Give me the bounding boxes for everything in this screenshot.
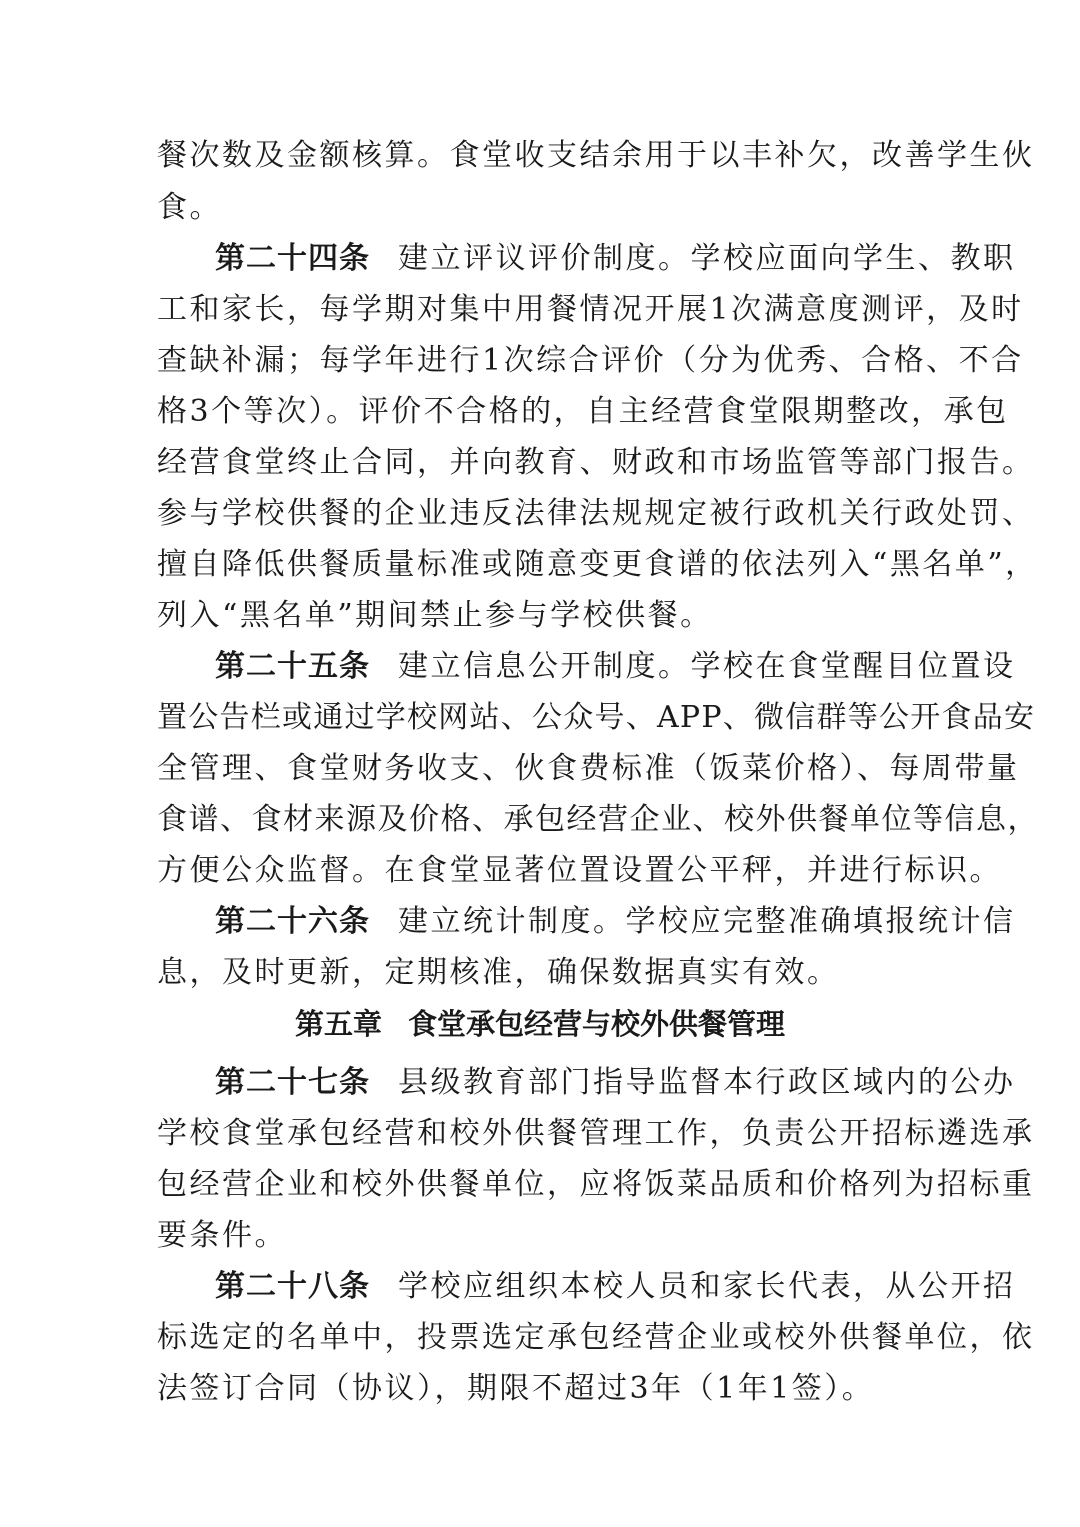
body-line: 要条件。 [157,1218,287,1253]
body-line: 列入“黑名单”期间禁止参与学校供餐。 [157,598,713,633]
body-line: 擅自降低供餐质量标准或随意变更食谱的依法列入“黑名单”， [157,547,1038,582]
body-text: 县级教育部门指导监督本行政区域内的公办 [398,1065,1016,1100]
chapter-number: 第五章 [294,1007,382,1041]
body-line: 参与学校供餐的企业违反法律法规规定被行政机关行政处罚、 [157,496,1035,531]
article-27-first-line [215,1058,1015,1108]
body-text: 建立评议评价制度。学校应面向学生、教职 [398,241,1016,276]
chapter-heading [0,999,1080,1049]
article-number: 第二十七条 [215,1065,370,1100]
body-line: 工和家长，每学期对集中用餐情况开展1次满意度测评，及时 [157,292,1024,327]
body-line: 格3个等次）。评价不合格的，自主经营食堂限期整改，承包 [157,394,1009,429]
body-line: 标选定的名单中，投票选定承包经营企业或校外供餐单位，依 [157,1320,1035,1355]
body-line: 置公告栏或通过学校网站、公众号、APP、微信群等公开食品安 [157,700,1036,735]
body-text: 建立信息公开制度。学校在食堂醒目位置设 [398,649,1016,684]
body-line: 息，及时更新，定期核准，确保数据真实有效。 [157,955,840,990]
article-number: 第二十六条 [215,904,370,939]
chapter-title: 食堂承包经营与校外供餐管理 [408,1007,786,1041]
body-line: 经营食堂终止合同，并向教育、财政和市场监管等部门报告。 [157,445,1035,480]
body-line: 法签订合同（协议），期限不超过3年（1年1签）。 [157,1371,875,1406]
body-line: 食谱、食材来源及价格、承包经营企业、校外供餐单位等信息， [157,802,1039,837]
body-line: 查缺补漏；每学年进行1次综合评价（分为优秀、合格、不合 [157,343,1024,378]
body-text: 建立统计制度。学校应完整准确填报统计信 [398,904,1016,939]
article-number: 第二十八条 [215,1269,370,1304]
body-line: 食。 [157,190,222,225]
article-28-first-line [215,1262,1015,1312]
body-line: 方便公众监督。在食堂显著位置设置公平秤，并进行标识。 [157,853,1002,888]
article-number: 第二十五条 [215,649,370,684]
article-25-first-line [215,642,1015,692]
body-text: 学校应组织本校人员和家长代表，从公开招 [398,1269,1016,1304]
article-number: 第二十四条 [215,241,370,276]
article-26-first-line [215,897,1015,947]
article-24-first-line [215,234,1015,284]
body-line: 学校食堂承包经营和校外供餐管理工作，负责公开招标遴选承 [157,1116,1035,1151]
body-line: 全管理、食堂财务收支、伙食费标准（饭菜价格）、每周带量 [157,751,1020,786]
body-line: 餐次数及金额核算。食堂收支结余用于以丰补欠，改善学生伙 [157,138,1035,173]
body-line: 包经营企业和校外供餐单位，应将饭菜品质和价格列为招标重 [157,1167,1035,1202]
